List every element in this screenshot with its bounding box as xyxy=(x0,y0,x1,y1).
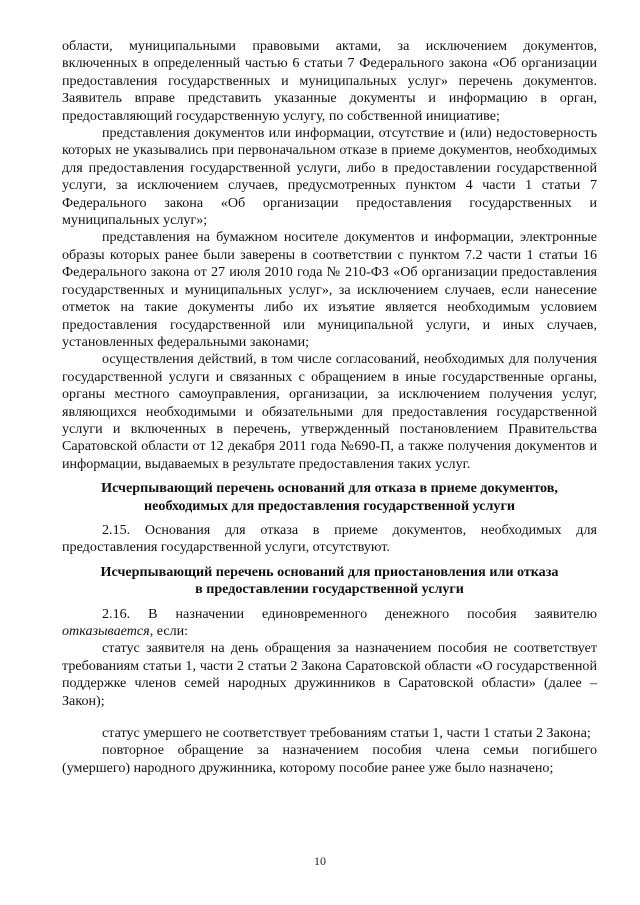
heading-line: необходимых для предоставления государственной услуги xyxy=(144,497,515,514)
paragraph-status-applicant: статус заявителя на день обращения за назначением пособия не соответствует требованиям статьи 1, части 2 статьи 2 Закона Саратовской области «О государственной поддержке членов семей народных дружинников в Саратовской области» (далее – Закон); xyxy=(62,640,597,709)
paragraph-repeat-request: повторное обращение за назначением пособия члена семьи погибшего (умершего) народного дружинника, которому пособие ранее уже было назначено; xyxy=(62,742,597,776)
paragraph-2-16 xyxy=(62,606,597,641)
paragraph-text: 2.16. В назначении единовременного денежного пособия заявителю xyxy=(102,605,597,622)
italic-term: отказывается xyxy=(62,623,150,639)
heading-line: Исчерпывающий перечень оснований для приостановления или отказа xyxy=(100,563,559,580)
paragraph-4: осуществления действий, в том числе согласований, необходимых для получения государственной услуги и связанных с обращением в иные государственные органы, органы местного самоуправления, организации, за исключением получения услуг, являющихся необходимыми и обязательными для предоставления государственной услуги и включенных в перечень, утвержденный постановлением Правительства Саратовской области от 12 декабря 2011 года №690-П, а также получения документов и информации, выдаваемых в результате предоставления таких услуг. xyxy=(62,351,597,472)
page-number: 10 xyxy=(314,854,326,868)
section-heading-suspension-refusal xyxy=(62,564,597,599)
paragraph-2: представления документов или информации, отсутствие и (или) недостоверность которых не указывались при первоначальном отказе в приеме документов, необходимых для предоставления государственной услуги, либо в предоставлении государственной услуги, за исключением случаев, предусмотренных пунктом 4 части 1 статьи 7 Федерального закона «Об организации предоставления государственных и муниципальных услуг»; xyxy=(62,125,597,229)
paragraph-3: представления на бумажном носителе документов и информации, электронные образы которых ранее были заверены в соответствии с пунктом 7.2 части 1 статьи 16 Федерального закона от 27 июля 2010 года № 210-ФЗ «Об организации предоставления государственных и муниципальных услуг», за исключением случаев, если нанесение отметок на такие документы либо их изъятие является необходимым условием предоставления государственной или муниципальной услуги, и иных случаев, установленных федеральными законами; xyxy=(62,229,597,350)
heading-line: Исчерпывающий перечень оснований для отказа в приеме документов, xyxy=(101,480,558,497)
paragraph-status-deceased: статус умершего не соответствует требованиям статьи 1, части 1 статьи 2 Закона; xyxy=(102,725,591,742)
paragraph-1: области, муниципальными правовыми актами, за исключением документов, включенных в определенный частью 6 статьи 7 Федерального закона «Об организации предоставления государственных и муниципальных услуг» перечень документов. Заявитель вправе представить указанные документы и информацию в орган, предоставляющий государственную услугу, по собственной инициативе; xyxy=(62,38,597,124)
paragraph-text: , если: xyxy=(149,623,189,639)
heading-line: в предоставлении государственной услуги xyxy=(195,581,464,598)
section-heading-refusal-documents xyxy=(62,480,597,515)
document-page xyxy=(62,38,597,777)
blank-line xyxy=(62,710,597,725)
paragraph-2-15: 2.15. Основания для отказа в приеме документов, необходимых для предоставления государственной услуги, отсутствуют. xyxy=(62,521,597,556)
